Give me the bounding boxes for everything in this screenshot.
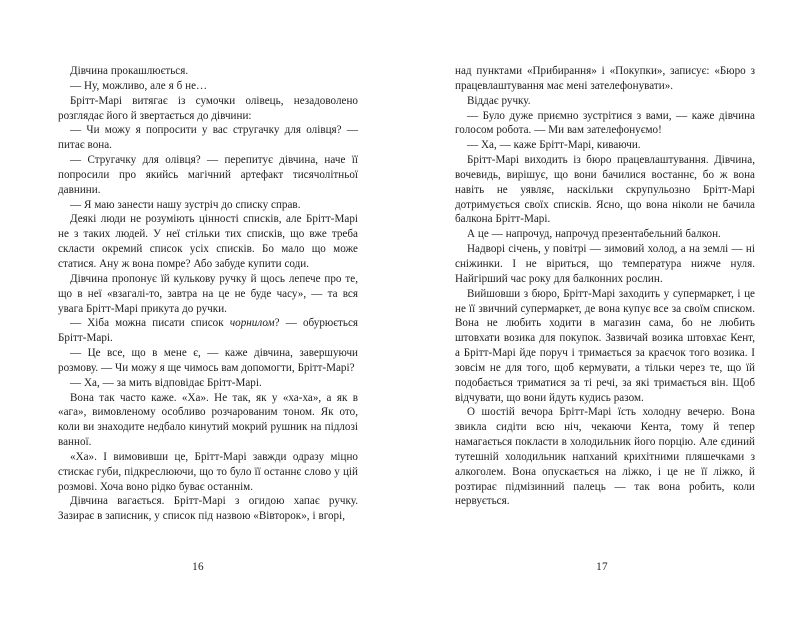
paragraph: Деякі люди не розуміють цінності списків, але Брітт-Марі не з таких людей. У неї стільки тих списків, що вже треба скласти окремий список усіх списків. Бо мало що може статися. Ану ж вона помре? Або забуде купити соди. xyxy=(58,213,358,270)
paragraph: — Це все, що в мене є, — каже дівчина, завершуючи розмову. — Чи можу я ще чимось вам допомогти, Брітт-Марі? xyxy=(58,347,358,374)
paragraph: — Ха, — каже Брітт-Марі, киваючи. xyxy=(467,139,641,152)
paragraph: Дівчина прокашлюється. xyxy=(70,65,189,77)
paragraph: Дівчина вагається. Брітт-Марі з огидою хапає ручку. Зазирає в записник, у список під назвою «Вівторок», і вгорі, xyxy=(58,495,358,523)
page-right-text-block xyxy=(455,64,755,509)
paragraph: Надворі січень, у повітрі — зимовий холод, а на землі — ні сніжинки. І не віриться, що температура нижче нуля. Найгірший час року для балконних рослин. xyxy=(455,243,755,285)
paragraph-text-before-italic: — Хіба можна писати список xyxy=(70,317,230,330)
paragraph: О шостій вечора Брітт-Марі їсть холодну вечерю. Вона звикла сидіти всю ніч, чекаючи Кента, тому й тепер намагається покласти в холодильник його порцію. Але єдиний тутешній холодильник напханий крихітними пляшечками з алкоголем. Вона опускається на ліжко, і це не її ліжко, й розтирає підмізинний палець — так вона робить, коли нервується. xyxy=(455,406,755,508)
paragraph: — Було дуже приємно зустрітися з вами, — каже дівчина голосом робота. — Ми вам зателефонуємо! xyxy=(455,109,755,137)
paragraph: — Ха, — за мить відповідає Брітт-Марі. xyxy=(70,376,262,389)
paragraph-text-after-italic: ? — обурюється Брітт-Марі. xyxy=(58,317,359,345)
page-number-right: 17 xyxy=(596,561,608,573)
paragraph: — Чи можу я попросити у вас стругачку для олівця? — питає вона. xyxy=(58,124,358,152)
paragraph: Брітт-Марі витягає із сумочки олівець, незадоволено розглядає його й звертається до дівчини: xyxy=(58,94,358,122)
emphasized-word: чорнилом xyxy=(229,317,275,330)
paragraph: — Я маю занести нашу зустріч до списку справ. xyxy=(70,198,301,211)
paragraph: А це — напрочуд, напрочуд презентабельний балкон. xyxy=(467,228,721,241)
paragraph-with-italic xyxy=(58,316,358,346)
page-number-left: 16 xyxy=(192,561,204,573)
paragraph: Віддає ручку. xyxy=(467,94,531,107)
paragraph: Вийшовши з бюро, Брітт-Марі заходить у супермаркет, і це не її звичний супермаркет, де вона купує все за своїм списком. Вона не любить ходити в магазин сама, бо не любить штовхати возика для покупок. Зазвичай возика штовхає Кент, а Брітт-Марі йде поруч і тримається за краєчок того возика. І зовсім не для того, щоб кермувати, а тільки через те, що їй подобається триматися за ті речі, за які тримається він. Щоб відчувати, що вони йдуть кудись разом. xyxy=(455,287,755,404)
page-right xyxy=(400,0,800,618)
paragraph: Дівчина пропонує їй кулькову ручку й щось лепече про те, що в неї «взагалі-то, завтра на це не буде часу», — та вся увага Брітт-Марі прикута до ручки. xyxy=(58,272,358,315)
paragraph: Вона так часто каже. «Ха». Не так, як у «ха-ха», а як в «ага», вимовленому особливо розчарованим тоном. Як ото, коли ви знаходите недбало кинутий мокрий рушник на підлозі ванної. xyxy=(58,391,358,449)
paragraph: — Ну, можливо, але я б не… xyxy=(70,79,208,92)
paragraph: — Стругачку для олівця? — перепитує дівчина, наче її попросили про якийсь магічний артефакт тисячолітньої давнини. xyxy=(58,154,358,196)
paragraph: «Ха». І вимовивши це, Брітт-Марі завжди одразу міцно стискає губи, підкреслюючи, що то було її останнє слово у цій розмові. Хоча воно рідко буває останнім. xyxy=(58,450,358,493)
page-left-text-block xyxy=(58,64,358,524)
paragraph-continuation: над пунктами «Прибирання» і «Покупки», записує: «Бюро з працевлаштування має мені зателефонувати». xyxy=(455,65,755,92)
paragraph: Брітт-Марі виходить із бюро працевлаштування. Дівчина, вочевидь, вирішує, що вони бачилися востаннє, бо ж вона навіть не уявляє, наскільки скрупульозно Брітт-Марі дотримується своїх списків. Ясно, що вона ніколи не бачила балкона Брітт-Марі. xyxy=(455,154,755,226)
